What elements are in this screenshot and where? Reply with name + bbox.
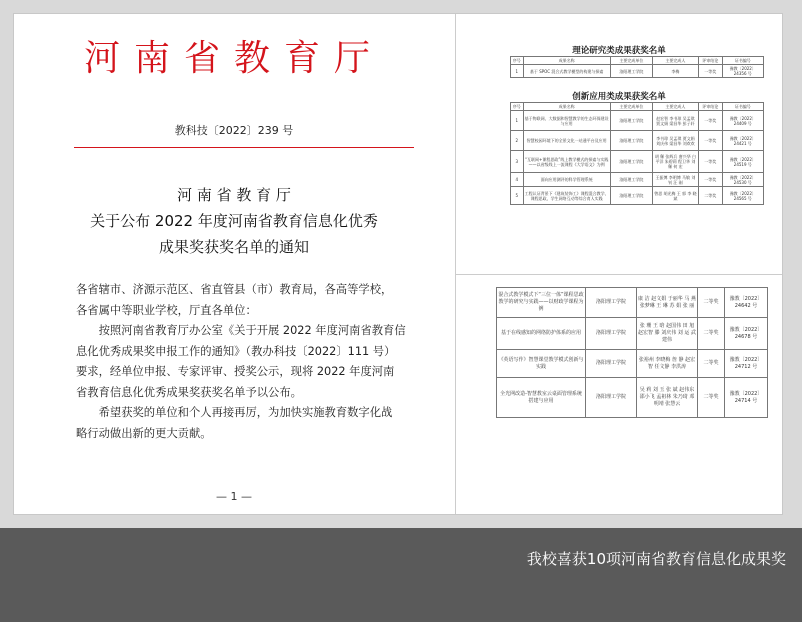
cell: 豫教〔2022〕24678 号 xyxy=(725,318,768,350)
cell: 王振博 李明博 马敏 刘 钊 汪 刚 xyxy=(652,173,698,187)
cell: 洛阳理工学院 xyxy=(586,318,637,350)
cell: 洛阳理工学院 xyxy=(610,187,652,205)
cell: 豫教〔2022〕24519 号 xyxy=(722,151,763,173)
cell: 二等奖 xyxy=(698,187,722,205)
cell: 康 洁 赵文娟 于丽华 马 燕 张梦琳 王 琳 苏 娟 张 丽 xyxy=(637,288,698,318)
cell: 曾思 胡光梅 王 郭 李 晓 斌 xyxy=(652,187,698,205)
cell: 工程认证背景下《建筑装饰工》课程混合教学、课程思政、学生网络互动等综合育人实践 xyxy=(523,187,610,205)
body-line: 息化优秀成果奖申报工作的通知》（教办科技〔2022〕111 号） xyxy=(76,344,396,358)
cell: 李书琼 吴孟琪 贾文娟 刘庆伟 梁昌华 刘欢欢 xyxy=(652,131,698,151)
innovation-award-table xyxy=(510,102,764,205)
theory-section-title: 理论研究类成果获奖名单 xyxy=(572,46,666,56)
cell: 基于物联网、大数据和智慧教学的生态环保建设与应用 xyxy=(523,111,610,131)
cell: 洛阳理工学院 xyxy=(610,65,652,78)
body-line: 希望获奖的单位和个人再接再厉，为加快实施教育数字化战 xyxy=(76,406,393,419)
cell: 洛阳理工学院 xyxy=(610,151,652,173)
notice-page xyxy=(14,14,454,514)
table-row xyxy=(497,378,768,418)
cell: 胡 稀 张辉兵 唐兴华 白平洋 朱碧莉 程卫华 刘 稀 何 宏 xyxy=(652,151,698,173)
cell: 豫教〔2022〕24642 号 xyxy=(725,288,768,318)
table-row xyxy=(511,65,764,78)
col-header: 主要完成人 xyxy=(652,103,698,111)
cell: 洛阳理工学院 xyxy=(610,131,652,151)
table-row xyxy=(511,187,764,205)
cell: 李梅 xyxy=(652,65,698,78)
notice-title-line-1: 河 南 省 教 育 厅 xyxy=(177,186,291,204)
cell: 豫教〔2022〕24565 号 xyxy=(722,187,763,205)
cell: 全光网改造-智慧教室云桌面管理系统搭建与应用 xyxy=(497,378,586,418)
cell: 赵宏智 李书琼 吴孟琪 贾文娟 梁昌华 彭子轩 xyxy=(652,111,698,131)
cell: 二等奖 xyxy=(698,378,725,418)
table-row xyxy=(497,288,768,318)
cell: 3 xyxy=(511,151,524,173)
cell: 一等奖 xyxy=(698,65,722,78)
cell: “互联网+课程思政”线上教学模式的探索与实践——以省级线上一流课程《大学语文》为例 xyxy=(523,151,610,173)
col-header: 主要完成单位 xyxy=(610,103,652,111)
cell: 豫教〔2022〕24712 号 xyxy=(725,350,768,378)
notice-title-line-3: 成果奖获奖名单的通知 xyxy=(158,238,309,256)
col-header: 成果名称 xyxy=(523,57,610,65)
cell: 一等奖 xyxy=(698,131,722,151)
award-list-page-1 xyxy=(456,14,782,230)
body-line: 各省属中等职业学校，厅直各单位： xyxy=(76,303,257,317)
cell: 洛阳理工学院 xyxy=(610,173,652,187)
cell: 张 珊 王 晗 赵国伟 田 旭 赵宏智 滕 刘庆伟 刘 运 武建伟 xyxy=(637,318,698,350)
caption-text: 我校喜获10项河南省教育信息化成果奖 xyxy=(526,550,786,568)
caption-bar xyxy=(0,528,802,622)
col-header: 评审结论 xyxy=(698,103,722,111)
cell: 1 xyxy=(511,111,524,131)
cell: 吴 莉 刘 玉 张 斌 赵伟东 邵小飞 孟祖林 朱乃琦 邓明靖 张慧云 xyxy=(637,378,698,418)
cell: 智慧校园环境下的全景文化一站通平台及应用 xyxy=(523,131,610,151)
body-line: 略行动做出新的更大贡献。 xyxy=(76,426,212,440)
cell: 洛阳理工学院 xyxy=(610,111,652,131)
red-header: 河南省教育厅 xyxy=(83,38,384,79)
cell: 豫教〔2022〕24421 号 xyxy=(722,131,763,151)
cell: 1 xyxy=(511,65,524,78)
award-list-page-2 xyxy=(456,274,782,514)
col-header: 序号 xyxy=(511,57,524,65)
table-row xyxy=(511,173,764,187)
table-row xyxy=(511,131,764,151)
cell: 《英语写作》智慧课堂教学模式创新与实践 xyxy=(497,350,586,378)
cell: 一等奖 xyxy=(698,111,722,131)
cell: 二等奖 xyxy=(698,318,725,350)
body-line: 省教育信息化优秀成果奖获奖名单予以公布。 xyxy=(76,385,302,399)
body-line: 各省辖市、济源示范区、省直管县（市）教育局，各高等学校， xyxy=(76,283,393,296)
col-header: 成果名称 xyxy=(523,103,610,111)
col-header: 主要完成单位 xyxy=(610,57,652,65)
cell: 洛阳理工学院 xyxy=(586,378,637,418)
table-row xyxy=(511,151,764,173)
col-header: 证书编号 xyxy=(722,103,763,111)
cell: 豫教〔2022〕24714 号 xyxy=(725,378,768,418)
cell: 5 xyxy=(511,187,524,205)
col-header: 序号 xyxy=(511,103,524,111)
table-row xyxy=(497,350,768,378)
page-gap xyxy=(456,230,782,274)
body-line: 要求，经单位申报、专家评审、授奖公示，现将 2022 年度河南 xyxy=(76,365,395,378)
col-header: 证书编号 xyxy=(722,57,763,65)
cell: 4 xyxy=(511,173,524,187)
doc-number: 教科技〔2022〕239 号 xyxy=(174,124,294,137)
cell: 豫教〔2022〕24530 号 xyxy=(722,173,763,187)
notice-body xyxy=(76,280,412,444)
cell: 混合式教学模式下“三位一体”课程思政教学的研究与实践——以财政学课程为例 xyxy=(497,288,586,318)
cell: 张裕州 李晓梅 詹 静 赵宏智 任文静 李洪涛 xyxy=(637,350,698,378)
cell: 豫教〔2022〕24409 号 xyxy=(722,111,763,131)
cell: 二等奖 xyxy=(698,350,725,378)
cell: 一等奖 xyxy=(698,151,722,173)
theory-award-table xyxy=(510,56,764,78)
cell: 一等奖 xyxy=(698,173,722,187)
notice-title-line-2: 关于公布 2022 年度河南省教育信息化优秀 xyxy=(90,212,378,230)
cell: 面向应用测评的科学管理系统 xyxy=(523,173,610,187)
table-row xyxy=(511,111,764,131)
document-scan xyxy=(14,14,782,514)
cell: 基于在线感知的网络防护体系的应用 xyxy=(497,318,586,350)
body-line: 按照河南省教育厅办公室《关于开展 2022 年度河南省教育信 xyxy=(76,324,406,337)
col-header: 评审结论 xyxy=(698,57,722,65)
red-divider xyxy=(74,147,414,148)
page-number: — 1 — xyxy=(216,490,252,503)
col-header: 主要完成人 xyxy=(652,57,698,65)
cell: 洛阳理工学院 xyxy=(586,288,637,318)
cell: 2 xyxy=(511,131,524,151)
cell: 二等奖 xyxy=(698,288,725,318)
cell: 基于 SPOC 混合式教学模型的构建与探索 xyxy=(523,65,610,78)
innovation-section-title: 创新应用类成果获奖名单 xyxy=(572,92,666,102)
table-row xyxy=(497,318,768,350)
award-table-continued xyxy=(496,287,768,418)
cell: 洛阳理工学院 xyxy=(586,350,637,378)
cell: 豫教〔2022〕24356 号 xyxy=(722,65,763,78)
